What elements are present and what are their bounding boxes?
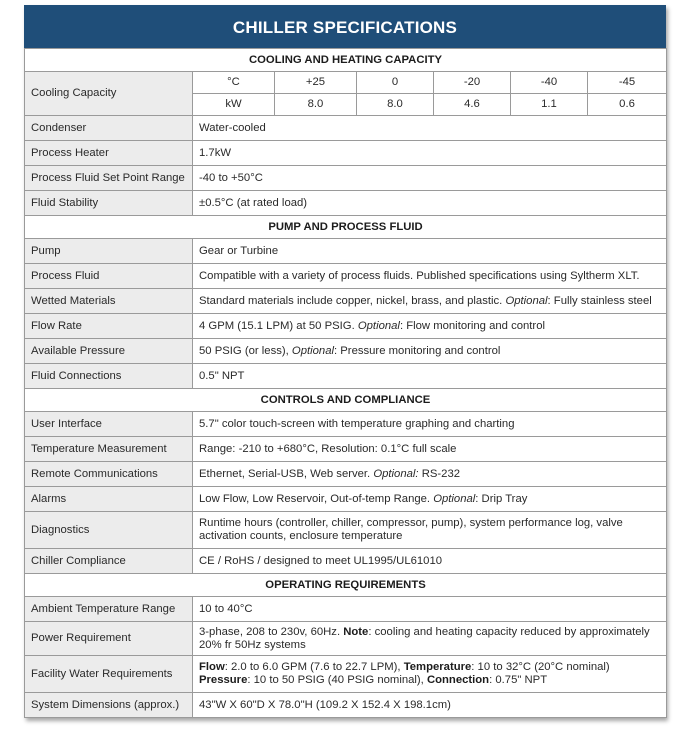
capacity-power-unit: kW [193, 94, 275, 116]
spec-label: Facility Water Requirements [25, 656, 193, 693]
spec-label: Condenser [25, 116, 193, 141]
spec-label: Ambient Temperature Range [25, 597, 193, 622]
section-cooling-heading: COOLING AND HEATING CAPACITY [25, 49, 667, 72]
spec-label: Process Fluid Set Point Range [25, 166, 193, 191]
connection-text: : 0.75" NPT [489, 674, 548, 686]
spec-row [25, 166, 667, 191]
capacity-temp-value: -45 [588, 72, 667, 94]
spec-value [193, 314, 667, 339]
optional-label: Optional [433, 492, 476, 505]
note-label: Note [343, 625, 369, 638]
section-controls-heading: CONTROLS AND COMPLIANCE [25, 389, 667, 412]
capacity-kw-value: 8.0 [357, 94, 434, 116]
spec-row [25, 264, 667, 289]
spec-row [25, 549, 667, 574]
spec-row [25, 364, 667, 389]
spec-label: Process Heater [25, 141, 193, 166]
value-text: Standard materials include copper, nickel, brass, and plastic. [199, 294, 506, 307]
spec-value: Compatible with a variety of process fluids. Published specifications using Syltherm XLT. [193, 264, 667, 289]
optional-text: RS-232 [418, 467, 461, 480]
spec-label: Available Pressure [25, 339, 193, 364]
capacity-temp-row [25, 72, 667, 94]
cooling-capacity-label: Cooling Capacity [25, 72, 193, 116]
spec-row [25, 239, 667, 264]
spec-row [25, 191, 667, 216]
spec-value [193, 289, 667, 314]
spec-value [193, 487, 667, 512]
spec-value: Water-cooled [193, 116, 667, 141]
section-header-row [25, 216, 667, 239]
spec-value: 43"W X 60"D X 78.0"H (109.2 X 152.4 X 198.1cm) [193, 693, 667, 718]
spec-row [25, 622, 667, 656]
section-operating-heading: OPERATING REQUIREMENTS [25, 574, 667, 597]
spec-label: Pump [25, 239, 193, 264]
capacity-kw-value: 0.6 [588, 94, 667, 116]
spec-value [193, 622, 667, 656]
flow-label: Flow [199, 661, 225, 673]
optional-label: Optional [291, 344, 334, 357]
spec-row [25, 462, 667, 487]
spec-label: Remote Communications [25, 462, 193, 487]
optional-label: Optional [505, 294, 548, 307]
capacity-kw-value: 1.1 [511, 94, 588, 116]
spec-label: System Dimensions (approx.) [25, 693, 193, 718]
value-text: 3-phase, 208 to 230v, 60Hz. [199, 625, 344, 638]
spec-row [25, 141, 667, 166]
spec-value: 1.7kW [193, 141, 667, 166]
value-text: Low Flow, Low Reservoir, Out-of-temp Range. [199, 492, 434, 505]
capacity-temp-unit: °C [193, 72, 275, 94]
section-header-row [25, 49, 667, 72]
connection-label: Connection [426, 674, 490, 686]
spec-row [25, 437, 667, 462]
spec-value: ±0.5°C (at rated load) [193, 191, 667, 216]
spec-label: Process Fluid [25, 264, 193, 289]
spec-label: Diagnostics [25, 512, 193, 549]
spec-value: Range: -210 to +680°C, Resolution: 0.1°C full scale [193, 437, 667, 462]
spec-row [25, 412, 667, 437]
temperature-label: Temperature [403, 661, 472, 673]
spec-row [25, 512, 667, 549]
spec-row [25, 487, 667, 512]
capacity-kw-value: 8.0 [275, 94, 357, 116]
capacity-temp-value: -40 [511, 72, 588, 94]
value-text: Ethernet, Serial-USB, Web server. [199, 467, 374, 480]
spec-label: User Interface [25, 412, 193, 437]
spec-label: Chiller Compliance [25, 549, 193, 574]
spec-label: Fluid Stability [25, 191, 193, 216]
capacity-temp-value: 0 [357, 72, 434, 94]
spec-value: Runtime hours (controller, chiller, compressor, pump), system performance log, valve activation counts, enclosure temperature [193, 512, 667, 549]
spec-value: 0.5" NPT [193, 364, 667, 389]
spec-value [193, 462, 667, 487]
optional-text: : Fully stainless steel [547, 294, 652, 307]
optional-label: Optional: [373, 467, 419, 480]
capacity-temp-value: -20 [434, 72, 511, 94]
section-header-row [25, 574, 667, 597]
spec-row [25, 116, 667, 141]
spec-value [193, 339, 667, 364]
spec-row [25, 656, 667, 693]
spec-sheet [24, 5, 666, 718]
spec-row [25, 693, 667, 718]
sheet-title: CHILLER SPECIFICATIONS [24, 5, 666, 48]
spec-value [193, 656, 667, 693]
optional-text: : Flow monitoring and control [399, 319, 545, 332]
temperature-text: : 10 to 32°C (20°C nominal) [471, 661, 610, 673]
spec-label: Temperature Measurement [25, 437, 193, 462]
spec-table [24, 48, 667, 718]
capacity-temp-value: +25 [275, 72, 357, 94]
spec-row [25, 339, 667, 364]
spec-label: Alarms [25, 487, 193, 512]
spec-value: 10 to 40°C [193, 597, 667, 622]
spec-value: Gear or Turbine [193, 239, 667, 264]
spec-label: Power Requirement [25, 622, 193, 656]
optional-label: Optional [357, 319, 400, 332]
pressure-text: : 10 to 50 PSIG (40 PSIG nominal), [247, 674, 427, 686]
section-header-row [25, 389, 667, 412]
spec-value: CE / RoHS / designed to meet UL1995/UL61010 [193, 549, 667, 574]
spec-value: -40 to +50°C [193, 166, 667, 191]
optional-text: : Drip Tray [475, 492, 528, 505]
spec-row [25, 314, 667, 339]
spec-label: Flow Rate [25, 314, 193, 339]
section-pump-heading: PUMP AND PROCESS FLUID [25, 216, 667, 239]
note-text: : cooling and heating capacity reduced by approximately 20% fr 50Hz systems [199, 625, 650, 651]
spec-label: Wetted Materials [25, 289, 193, 314]
optional-text: : Pressure monitoring and control [334, 344, 501, 357]
spec-value: 5.7" color touch-screen with temperature graphing and charting [193, 412, 667, 437]
capacity-kw-value: 4.6 [434, 94, 511, 116]
value-text: 50 PSIG (or less), [199, 344, 292, 357]
spec-label: Fluid Connections [25, 364, 193, 389]
value-text: 4 GPM (15.1 LPM) at 50 PSIG. [199, 319, 358, 332]
spec-row [25, 289, 667, 314]
pressure-label: Pressure [199, 674, 248, 686]
flow-text: : 2.0 to 6.0 GPM (7.6 to 22.7 LPM), [224, 661, 404, 673]
spec-row [25, 597, 667, 622]
